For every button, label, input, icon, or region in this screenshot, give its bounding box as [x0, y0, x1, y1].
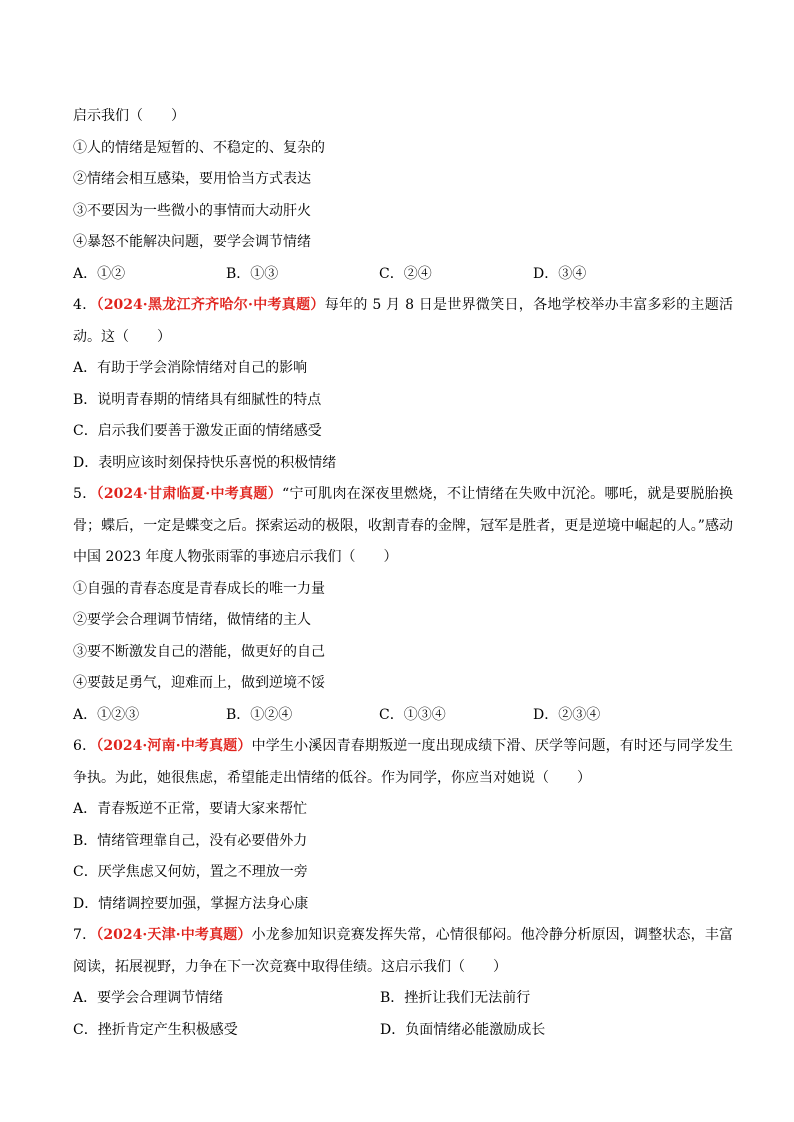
q5-option-b: B．①②④: [226, 706, 293, 723]
q7-stem-text: 小龙参加知识竞赛发挥失常，心情很郁闷。他冷静分析原因，调整状态，丰富阅读，拓展视野，力争在下一次竞赛中取得佳绩。这启示我们（ ）: [73, 927, 733, 975]
q4-option-a: A．有助于学会消除情绪对自己的影响: [73, 360, 308, 376]
q5-number: 5．: [73, 486, 97, 502]
q3-option-d: D．③④: [533, 265, 587, 282]
q5-statement-1: ①自强的青春态度是青春成长的唯一力量: [73, 580, 325, 597]
q5-source: （2024·甘肃临夏·中考真题）: [96, 486, 283, 502]
q5-option-c: C．①③④: [379, 706, 446, 723]
q3-stem-tail: 启示我们（ ）: [73, 108, 185, 124]
q3-options: [73, 259, 733, 291]
q4-stem: [73, 290, 733, 353]
q4-number: 4．: [73, 297, 97, 313]
q5-option-a: A．①②③: [73, 706, 140, 723]
q7-source: （2024·天津·中考真题）: [96, 927, 252, 943]
q5-stem-text: “宁可肌肉在深夜里燃烧，不让情绪在失败中沉沦。哪吒，就是要脱胎换骨；蝶后，一定是蝶变之后。探索运动的极限，收割青春的金牌，冠军是胜者，更是逆境中崛起的人。”感动中国 2023 年度人物张雨霏的事迹启示我们（ ）: [73, 486, 733, 565]
q5-option-d: D．②③④: [533, 706, 601, 723]
q3-statement-4: ④暴怒不能解决问题，要学会调节情绪: [73, 234, 311, 250]
q7-option-d: D．负面情绪必能激励成长: [380, 1021, 546, 1038]
q6-option-a: A．青春叛逆不正常，要请大家来帮忙: [73, 801, 308, 817]
q7-options-row-2: [73, 1015, 733, 1047]
q4-option-c: C．启示我们要善于激发正面的情绪感受: [73, 423, 322, 439]
q5-statement-4: ④要鼓足勇气，迎难而上，做到逆境不馁: [73, 675, 325, 691]
q3-statement-2: ②情绪会相互感染，要用恰当方式表达: [73, 171, 311, 187]
q7-options-row-1: [73, 983, 733, 1015]
q5-statement-2: ②要学会合理调节情绪，做情绪的主人: [73, 612, 311, 628]
q7-option-b: B．挫折让我们无法前行: [380, 990, 531, 1006]
q3-statement-1: ①人的情绪是短暂的、不稳定的、复杂的: [73, 139, 325, 156]
q6-option-d: D．情绪调控要加强，掌握方法身心康: [73, 895, 309, 912]
q5-options: [73, 700, 733, 732]
q6-stem-text: 中学生小溪因青春期叛逆一度出现成绩下滑、厌学等问题，有时还与同学发生争执。为此，她很焦虑，希望能走出情绪的低谷。作为同学，你应当对她说（ ）: [73, 738, 733, 786]
q6-number: 6．: [73, 738, 97, 754]
q3-option-a: A．①②: [73, 265, 126, 282]
q6-source: （2024·河南·中考真题）: [96, 738, 252, 754]
q4-option-d: D．表明应该时刻保持快乐喜悦的积极情绪: [73, 454, 337, 471]
q4-option-b: B．说明青春期的情绪具有细腻性的特点: [73, 391, 322, 408]
q3-option-c: C．②④: [379, 265, 432, 282]
q5-stem: [73, 479, 733, 574]
question-content: [73, 101, 733, 1046]
q7-number: 7．: [73, 927, 97, 943]
q6-option-c: C．厌学焦虑又何妨，置之不理放一旁: [73, 864, 308, 880]
q5-statement-3: ③要不断激发自己的潜能，做更好的自己: [73, 643, 325, 660]
q7-stem: [73, 920, 733, 983]
q6-stem: [73, 731, 733, 794]
q4-source: （2024·黑龙江齐齐哈尔·中考真题）: [96, 297, 325, 313]
q7-option-a: A．要学会合理调节情绪: [73, 990, 224, 1006]
q3-option-b: B．①③: [226, 265, 279, 282]
q4-stem-text: 每年的 5 月 8 日是世界微笑日，各地学校举办丰富多彩的主题活动。这（ ）: [73, 297, 733, 345]
q6-option-b: B．情绪管理靠自己，没有必要借外力: [73, 832, 308, 849]
q7-option-c: C．挫折肯定产生积极感受: [73, 1021, 238, 1038]
q3-statement-3: ③不要因为一些微小的事情而大动肝火: [73, 202, 311, 219]
